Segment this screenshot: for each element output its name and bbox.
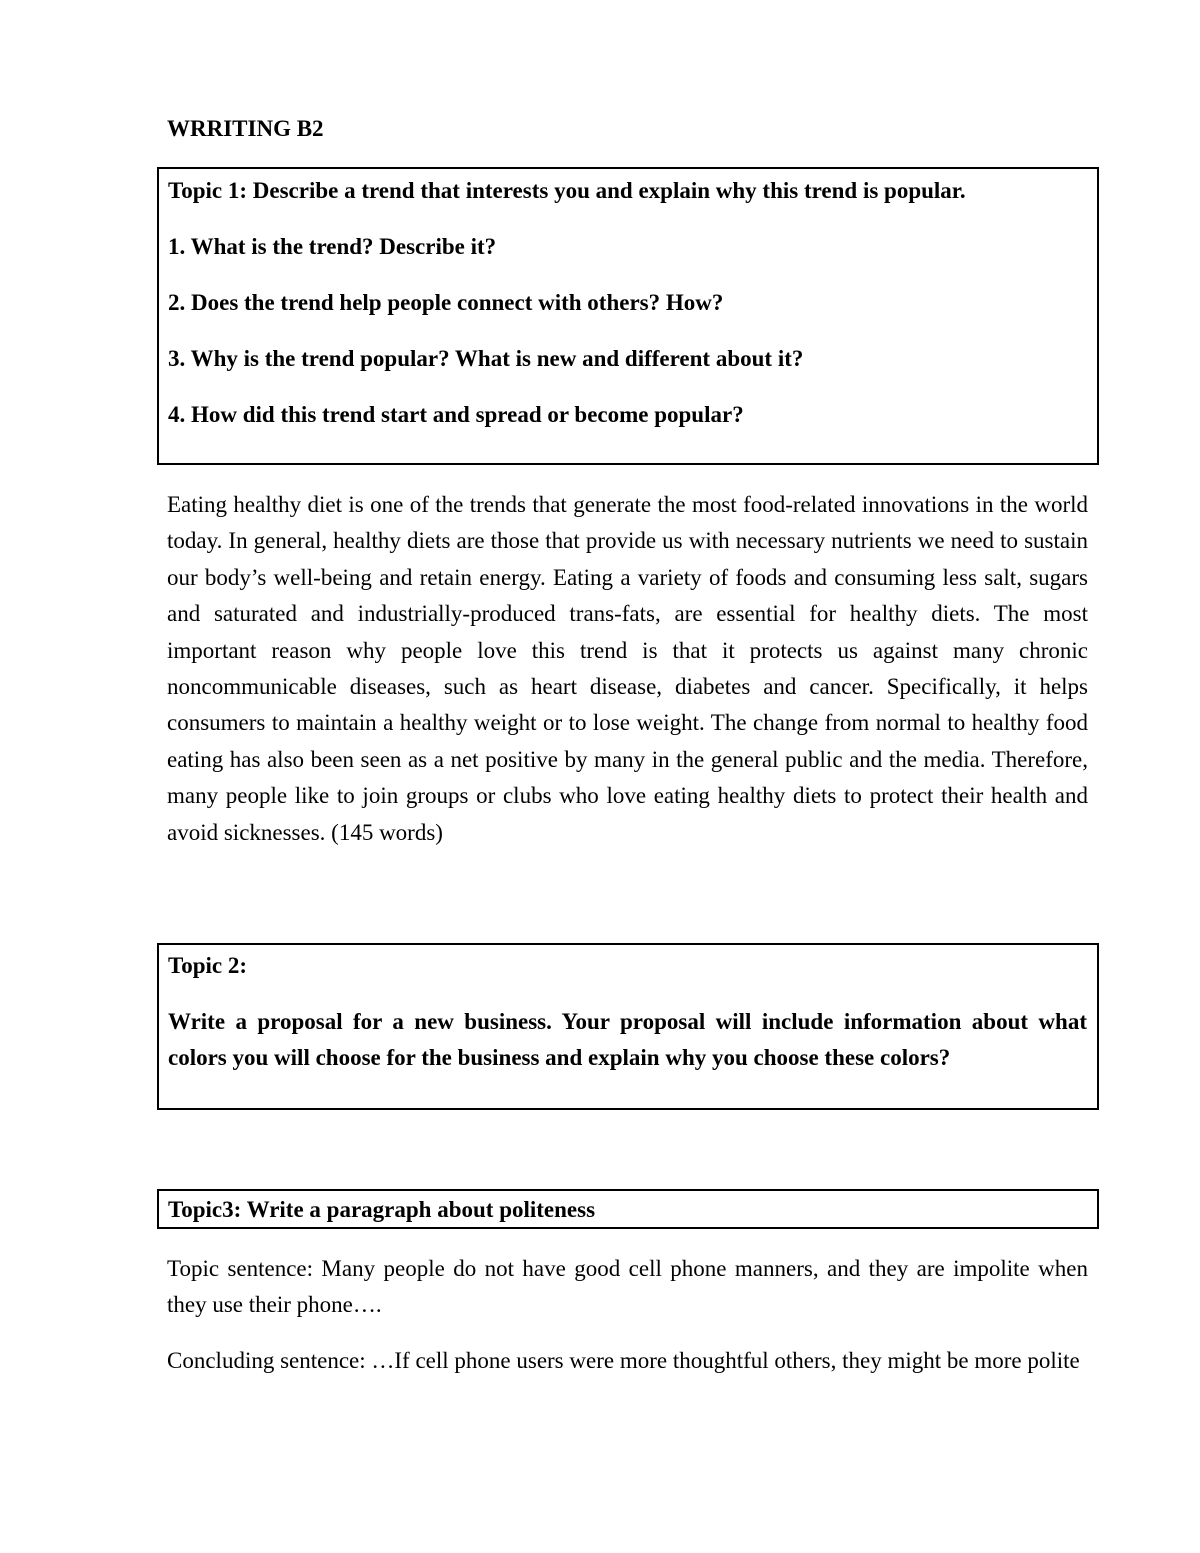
topic2-box	[157, 943, 1099, 1110]
topic2-heading: Topic 2:	[168, 953, 248, 978]
document-title: WRRITING B2	[167, 116, 324, 141]
topic1-question-2: 2. Does the trend help people connect with others? How?	[168, 290, 724, 315]
topic1-question-1: 1. What is the trend? Describe it?	[168, 234, 497, 259]
topic1-question-4: 4. How did this trend start and spread or become popular?	[168, 402, 744, 427]
concluding-sentence: Concluding sentence: …If cell phone users were more thoughtful others, they might be more polite	[167, 1348, 1080, 1373]
topic1-answer-paragraph: Eating healthy diet is one of the trends that generate the most food-related innovations in the world today. In general, healthy diets are those that provide us with necessary nutrients we need to sustain our body’s well-being and retain energy. Eating a variety of foods and consuming less salt, sugars and saturated and industrially-produced trans-fats, are essential for healthy diets. The most important reason why people love this trend is that it protects us against many chronic noncommunicable diseases, such as heart disease, diabetes and cancer. Specifically, it helps consumers to maintain a healthy weight or to lose weight. The change from normal to healthy food eating has also been seen as a net positive by many in the general public and the media. Therefore, many people like to join groups or clubs who love eating healthy diets to protect their health and avoid sicknesses. (145 words)	[167, 492, 1088, 845]
topic1-box	[157, 167, 1099, 465]
topic1-question-3: 3. Why is the trend popular? What is new and different about it?	[168, 346, 804, 371]
topic1-prompt: Topic 1: Describe a trend that interests you and explain why this trend is popular.	[168, 178, 966, 203]
topic3-box	[157, 1189, 1099, 1229]
topic-sentence: Topic sentence: Many people do not have good cell phone manners, and they are impolite when they use their phone….	[167, 1256, 1088, 1318]
topic2-prompt: Write a proposal for a new business. Your proposal will include information about what colors you will choose for the business and explain why you choose these colors?	[168, 1009, 1087, 1070]
topic3-prompt: Topic3: Write a paragraph about politeness	[168, 1197, 596, 1222]
